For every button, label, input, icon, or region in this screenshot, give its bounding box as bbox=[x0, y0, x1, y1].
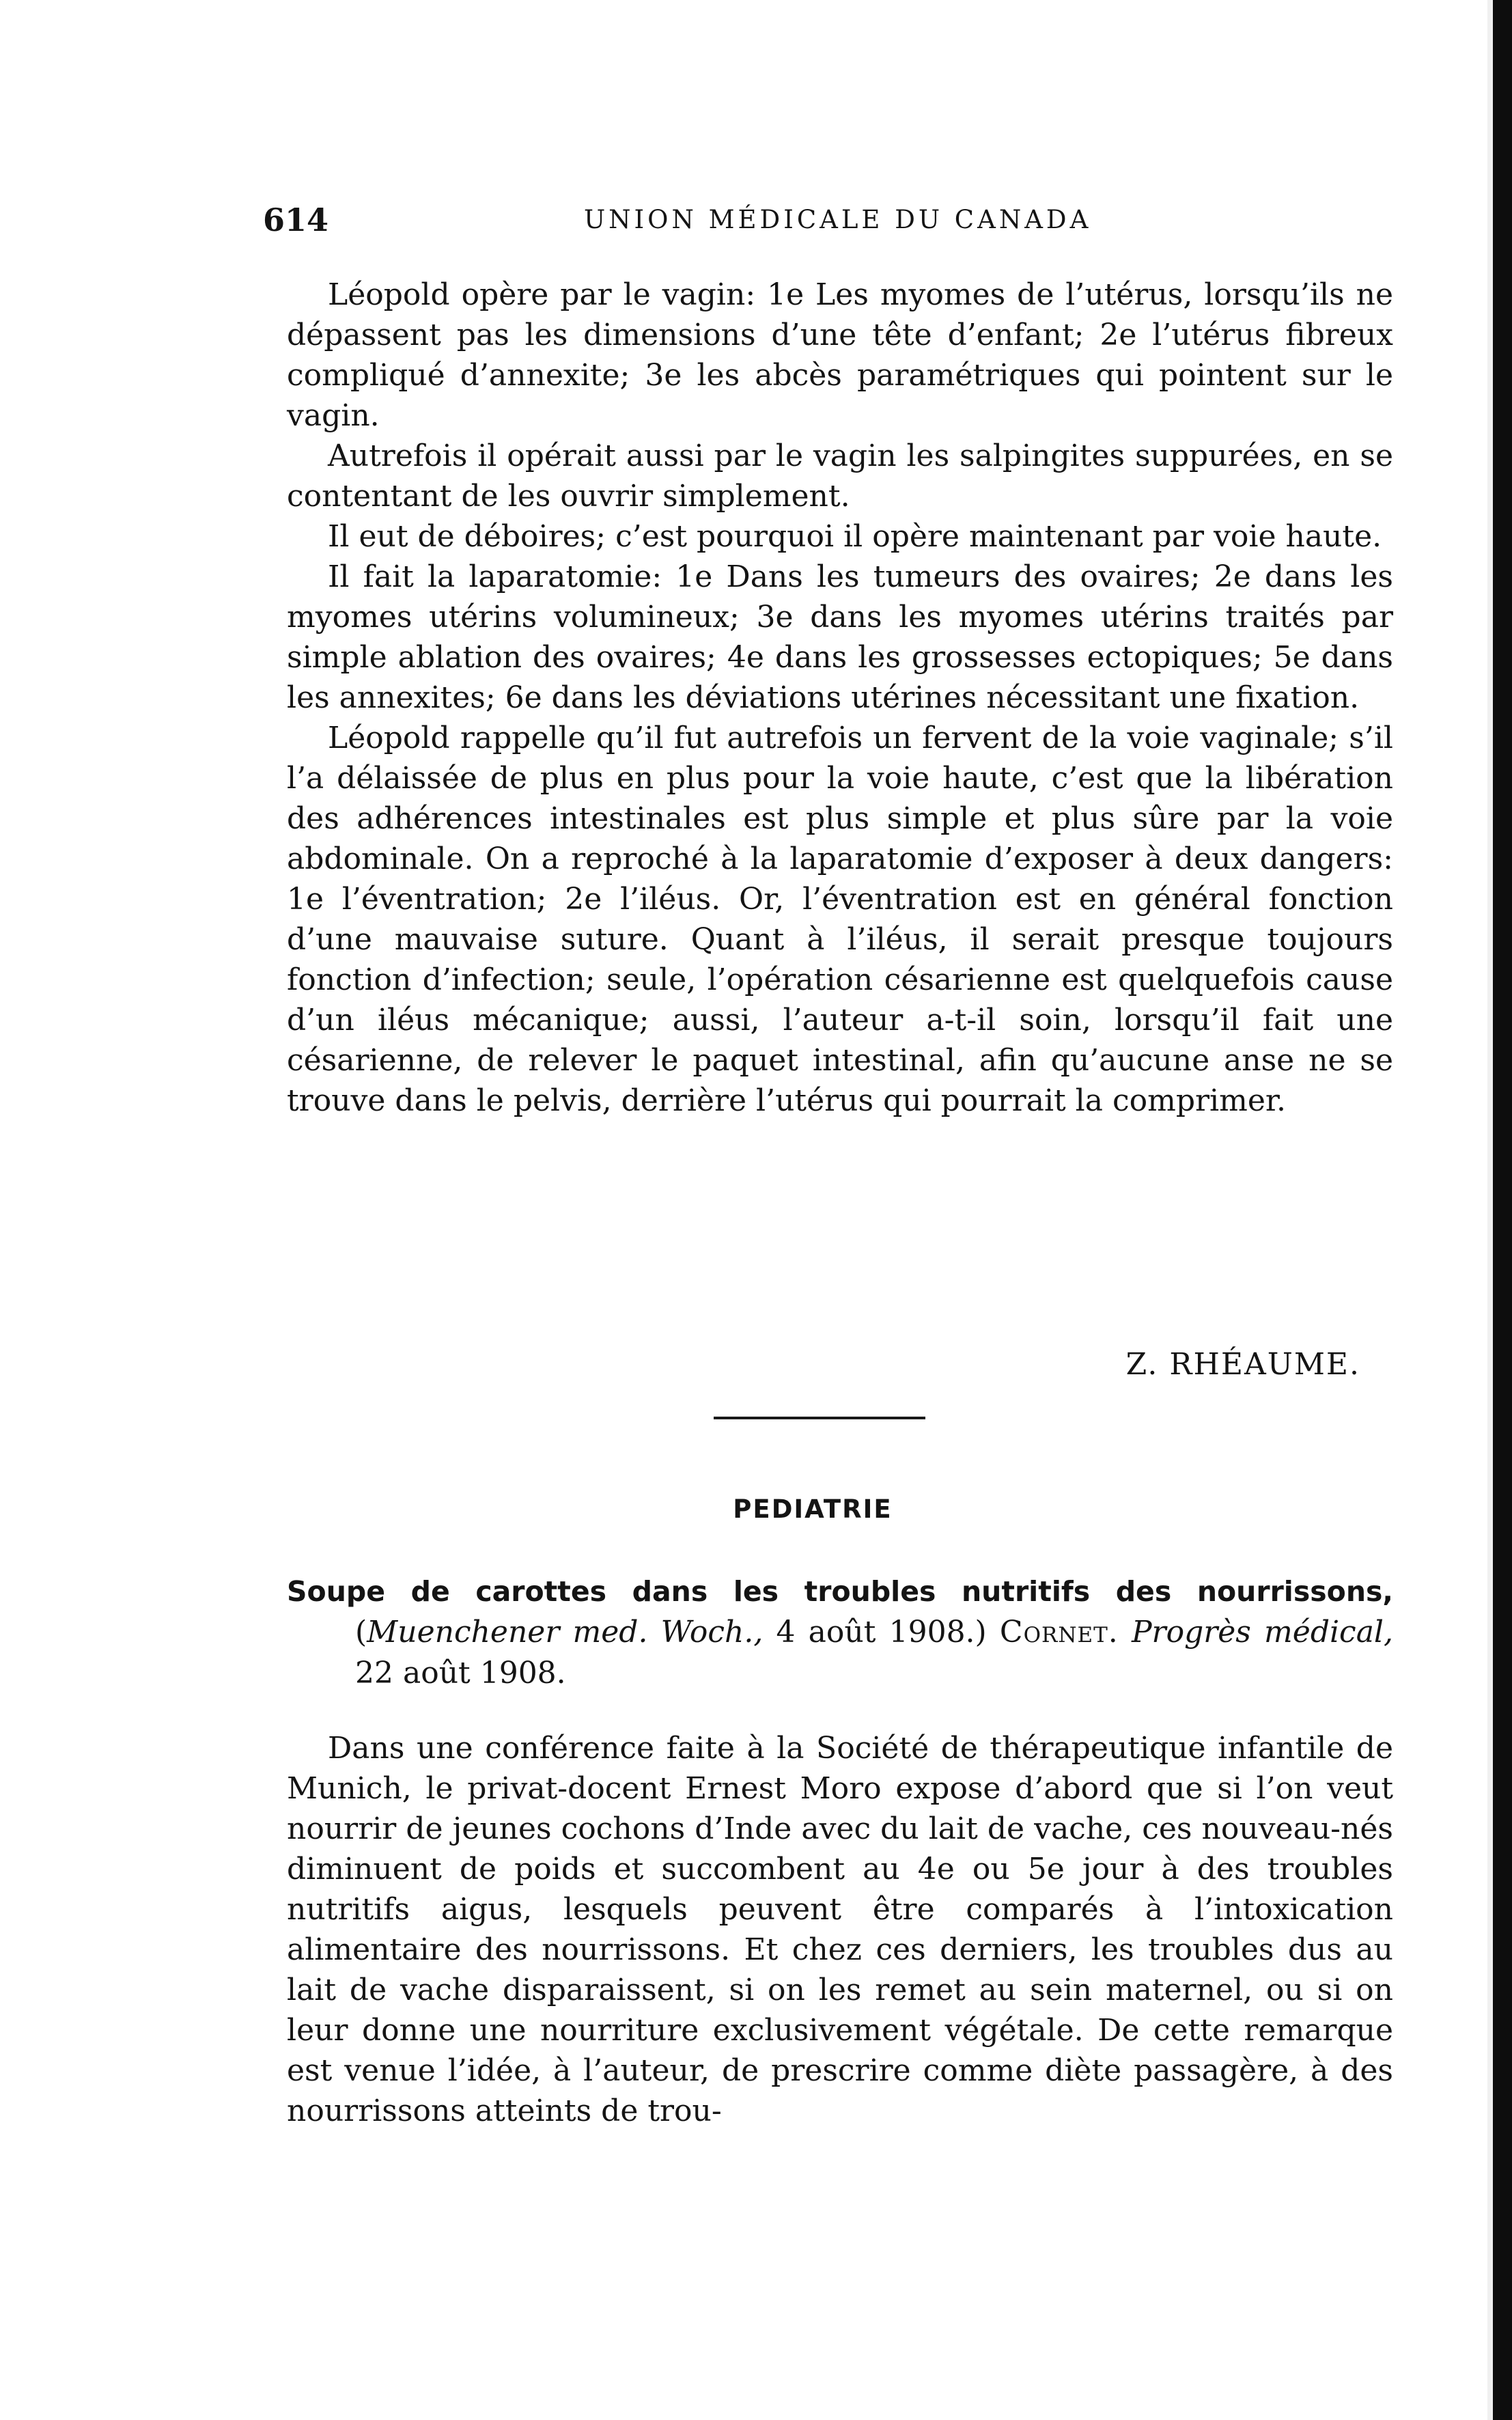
article-source-2: Progrès médical, bbox=[1131, 1615, 1393, 1650]
paragraph-deboires: Il eut de déboires; c’est pourquoi il opère maintenant par voie haute. bbox=[328, 519, 1382, 554]
article-title: Soupe de carottes dans les troubles nutritifs des nourrissons, bbox=[287, 1575, 1393, 1608]
article-text-block bbox=[287, 1728, 1393, 2131]
author-signature: Z. RHÉAUME. bbox=[1125, 1347, 1360, 1382]
running-title: UNION MÉDICALE DU CANADA bbox=[584, 205, 1092, 234]
scan-edge-gap bbox=[1487, 0, 1493, 2420]
paragraph-leopold-vaginal: Léopold opère par le vagin: 1e Les myomes de l’utérus, lorsqu’ils ne dépassent pas les dimensions d’une tête d’enfant; 2e l’utérus fibreux compliqué d’annexite; 3e les abcès paramétriques qui pointent sur le vagin. bbox=[287, 277, 1393, 433]
article-title-block bbox=[287, 1571, 1393, 1694]
scan-edge-bar bbox=[1493, 0, 1512, 2420]
section-heading: PEDIATRIE bbox=[733, 1494, 893, 1524]
page-header bbox=[263, 199, 1397, 240]
section-divider bbox=[714, 1417, 925, 1419]
paragraph-laparatomie: Il fait la laparatomie: 1e Dans les tumeurs des ovaires; 2e dans les myomes utérins volumineux; 3e dans les myomes utérins traités par simple ablation des ovaires; 4e dans les grossesses ectopiques; 5e dans les annexites; 6e dans les déviations utérines nécessitant une fixation. bbox=[287, 559, 1393, 715]
article-date-1: 4 août 1908.) bbox=[776, 1615, 987, 1650]
paragraph-autrefois: Autrefois il opérait aussi par le vagin les salpingites suppurées, en se contentant de les ouvrir simplement. bbox=[287, 439, 1393, 514]
article-paragraph: Dans une conférence faite à la Société de thérapeutique infantile de Munich, le privat-docent Ernest Moro expose d’abord que si l’on veut nourrir de jeunes cochons d’Inde avec du lait de vache, ces nouveau-nés diminuent de poids et succombent au 4e ou 5e jour à des troubles nutritifs aigus, lesquels peuvent être comparés à l’intoxication alimentaire des nourrissons. Et chez ces derniers, les troubles dus au lait de vache disparaissent, si on les remet au sein maternel, ou si on leur donne une nourriture exclusivement végétale. De cette remarque est venue l’idée, à l’auteur, de prescrire comme diète passagère, à des nourrissons atteints de trou- bbox=[287, 1731, 1393, 2128]
article-date-2: 22 août 1908. bbox=[355, 1656, 566, 1691]
body-text-block bbox=[287, 275, 1393, 1121]
page-number: 614 bbox=[263, 201, 329, 238]
source-open-paren: ( bbox=[355, 1615, 367, 1650]
paragraph-leopold-rappelle: Léopold rappelle qu’il fut autrefois un fervent de la voie vaginale; s’il l’a délaissée de plus en plus pour la voie haute, c’est que la libération des adhérences intestinales est plus simple et plus sûre par la voie abdominale. On a reproché à la laparatomie d’exposer à deux dangers: 1e l’éventration; 2e l’iléus. Or, l’éventration est en général fonction d’une mauvaise suture. Quant à l’iléus, il serait presque toujours fonction d’infection; seule, l’opération césarienne est quelquefois cause d’un iléus mécanique; aussi, l’auteur a-t-il soin, lorsqu’il fait une césarienne, de relever le paquet intestinal, afin qu’aucune anse ne se trouve dans le pelvis, derrière l’utérus qui pourrait la comprimer. bbox=[287, 721, 1393, 1118]
article-journal: Muenchener med. Woch., bbox=[367, 1615, 764, 1650]
article-author: Cornet. bbox=[999, 1615, 1119, 1650]
